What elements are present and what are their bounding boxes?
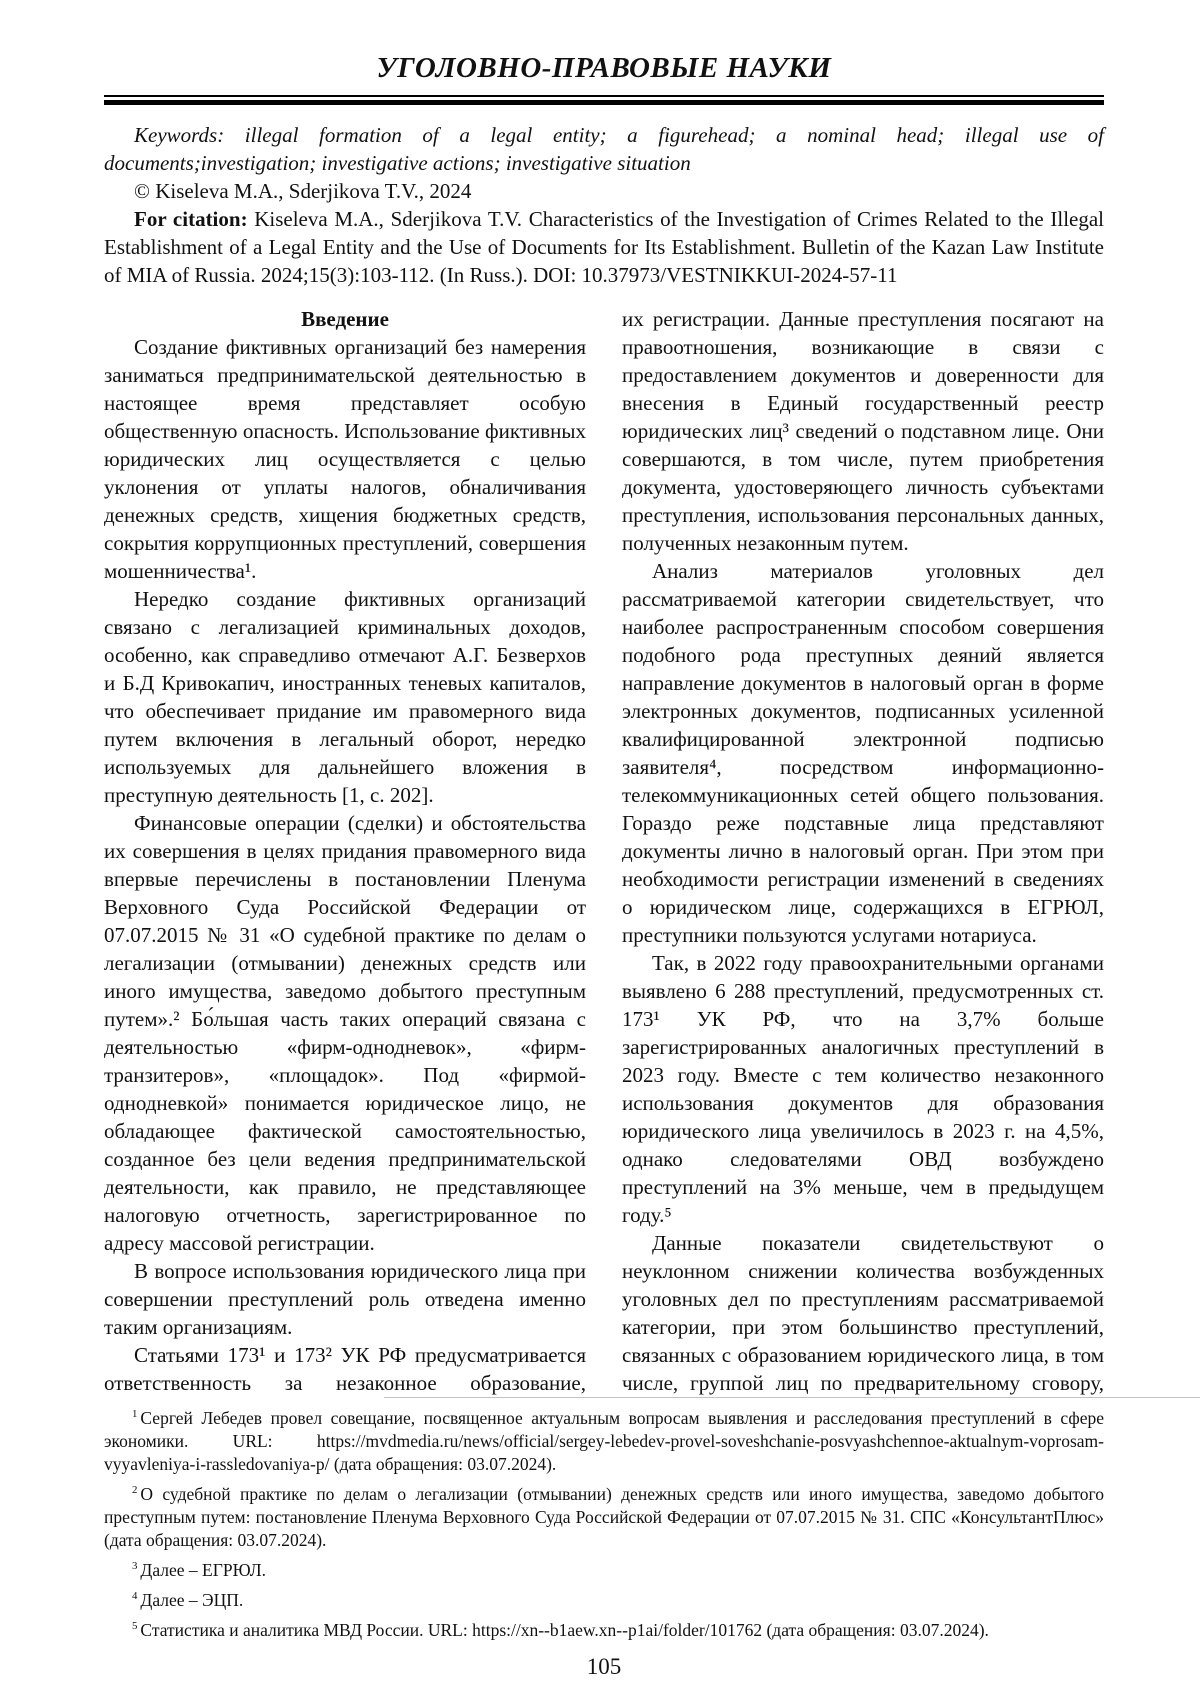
paragraph: Финансовые операции (сделки) и обстоятельства их совершения в целях придания правомерного вида впервые перечислены в постановлении Пленума Верховного Суда Российской Федерации от 07.07.2015 № 31 «О судебной практике по делам о легализации (отмывании) денежных средств или иного имущества, заведомо добытого преступным путем».² Бо́льшая часть таких операций связана с деятельностью «фирм-однодневок», «фирм-транзитеров», «площадок». Под «фирмой-однодневкой» понимается юридическое лицо, не обладающее фактической самостоятельностью, созданное без цели ведения предпринимательской деятельности, как правило, не представляющее налоговую отчетность, зарегистрированное по адресу массовой регистрации. (104, 811, 586, 1255)
paragraph: Так, в 2022 году правоохранительными органами выявлено 6 288 преступлений, предусмотренных ст. 173¹ УК РФ, что на 3,7% больше зарегистрированных аналогичных преступлений в 2023 году. Вместе с тем количество незаконного использования документов для образования юридического лица увеличилось в 2023 г. на 4,5%, однако следователями ОВД возбуждено преступлений на 3% меньше, чем в предыдущем году.⁵ (622, 951, 1104, 1227)
paragraph: Анализ материалов уголовных дел рассматриваемой категории свидетельствует, что наиболее распространенным способом совершения подобного рода преступных деяний является направление документов в налоговый орган в форме электронных документов, подписанных усиленной квалифицированной электронной подписью заявителя⁴, посредством информационно-телекоммуникационных сетей общего пользования. Гораздо реже подставные лица представляют документы лично в налоговый орган. При этом при необходимости регистрации изменений в сведениях о юридическом лице, содержащихся в ЕГРЮЛ, преступники пользуются услугами нотариуса. (622, 559, 1104, 947)
left-column (104, 305, 586, 1397)
paragraph: Нередко создание фиктивных организаций связано с легализацией криминальных доходов, особенно, как справедливо отмечают А.Г. Безверхов и Б.Д Кривокапич, иностранных теневых капиталов, что обеспечивает придание им правомерного вида путем включения в легальный оборот, нередко используемых для дальнейшего вложения в преступную деятельность [1, с. 202]. (104, 587, 586, 807)
keywords-label: Keywords: (134, 123, 225, 147)
footnote-text: Далее – ЭЦП. (140, 1590, 244, 1610)
citation-paragraph (104, 205, 1104, 289)
footnote-separator (384, 1397, 1200, 1398)
footnote-text: Сергей Лебедев провел совещание, посвященное актуальным вопросам выявления и расследования преступлений в сфере экономики. URL: https://mvdmedia.ru/news/official/sergey-lebedev-provel-soveshchanie-posvyashchennoe-aktualnym-voprosam-vyyavleniya-i-rassledovaniya-p/ (дата обращения: 03.07.2024). (104, 1408, 1104, 1474)
citation-label: For citation: (134, 207, 248, 231)
paragraph: Создание фиктивных организаций без намерения заниматься предпринимательской деятельностью в настоящее время представляет особую общественную опасность. Использование фиктивных юридических лиц осуществляется с целью уклонения от уплаты налогов, обналичивания денежных средств, хищения бюджетных средств, сокрытия коррупционных преступлений, совершения мошенничества¹. (104, 335, 586, 583)
footnote-number: 4 (132, 1590, 138, 1603)
front-matter (104, 121, 1104, 289)
header-double-rule (104, 95, 1104, 105)
journal-section-header: УГОЛОВНО-ПРАВОВЫЕ НАУКИ (376, 52, 832, 84)
footnote (104, 1619, 1104, 1642)
paragraph: Данные показатели свидетельствуют о неуклонном снижении количества возбужденных уголовных дел по преступлениям рассматриваемой категории, при этом большинство преступлений, связанных с образованием юридического лица, в том числе, группой лиц по предварительному сговору, (622, 1231, 1104, 1395)
footnote-number: 2 (132, 1484, 138, 1497)
footnotes (104, 1407, 1104, 1642)
copyright-line: © Kiseleva M.A., Sderjikova T.V., 2024 (134, 179, 472, 203)
footnote-number: 1 (132, 1408, 138, 1421)
paragraph: Статьями 173¹ и 173² УК РФ предусматривается ответственность за незаконное образование, (104, 1343, 586, 1395)
footnote-text: Статистика и аналитика МВД России. URL: https://xn--b1aew.xn--p1ai/folder/101762 (дата обращения: 03.07.2024). (140, 1620, 989, 1640)
header-rule-thick (104, 100, 1104, 105)
header-rule-thin (104, 95, 1104, 97)
right-column (622, 305, 1104, 1397)
page-number: 105 (586, 1654, 622, 1679)
footnote (104, 1483, 1104, 1552)
paragraph: В вопросе использования юридического лица при совершении преступлений роль отведена именно таким организациям. (104, 1259, 586, 1339)
keywords-text: illegal formation of a legal entity; a figurehead; a nominal head; illegal use of documents;investigation; investigative actions; investigative situation (104, 123, 1104, 175)
citation-text: Kiseleva M.A., Sderjikova T.V. Characteristics of the Investigation of Crimes Related to the Illegal Establishment of a Legal Entity and the Use of Documents for Its Establishment. Bulletin of the Kazan Law Institute of MIA of Russia. 2024;15(3):103-112. (In Russ.). DOI: 10.37973/VESTNIKKUI-2024-57-11 (104, 207, 1105, 287)
section-title: Введение (301, 307, 389, 331)
footnote (104, 1559, 1104, 1582)
footnote-text: Далее – ЕГРЮЛ. (140, 1560, 266, 1580)
footnote (104, 1589, 1104, 1612)
paragraph-continuation: их регистрации. Данные преступления посягают на правоотношения, возникающие в связи с предоставлением документов и доверенности для внесения в Единый государственный реестр юридических лиц³ сведений о подставном лице. Они совершаются, в том числе, путем приобретения документа, удостоверяющего личность субъектами преступления, использования персональных данных, полученных незаконным путем. (622, 307, 1104, 555)
footnote (104, 1407, 1104, 1476)
footnote-number: 5 (132, 1620, 138, 1633)
footnote-text: О судебной практике по делам о легализации (отмывании) денежных средств или иного имущества, заведомо добытого преступным путем: постановление Пленума Верховного Суда Российской Федерации от 07.07.2015 № 31. СПС «КонсультантПлюс» (дата обращения: 03.07.2024). (104, 1484, 1104, 1550)
keywords-paragraph (104, 121, 1104, 177)
two-column-body (104, 305, 1104, 1397)
footnote-number: 3 (132, 1560, 138, 1573)
